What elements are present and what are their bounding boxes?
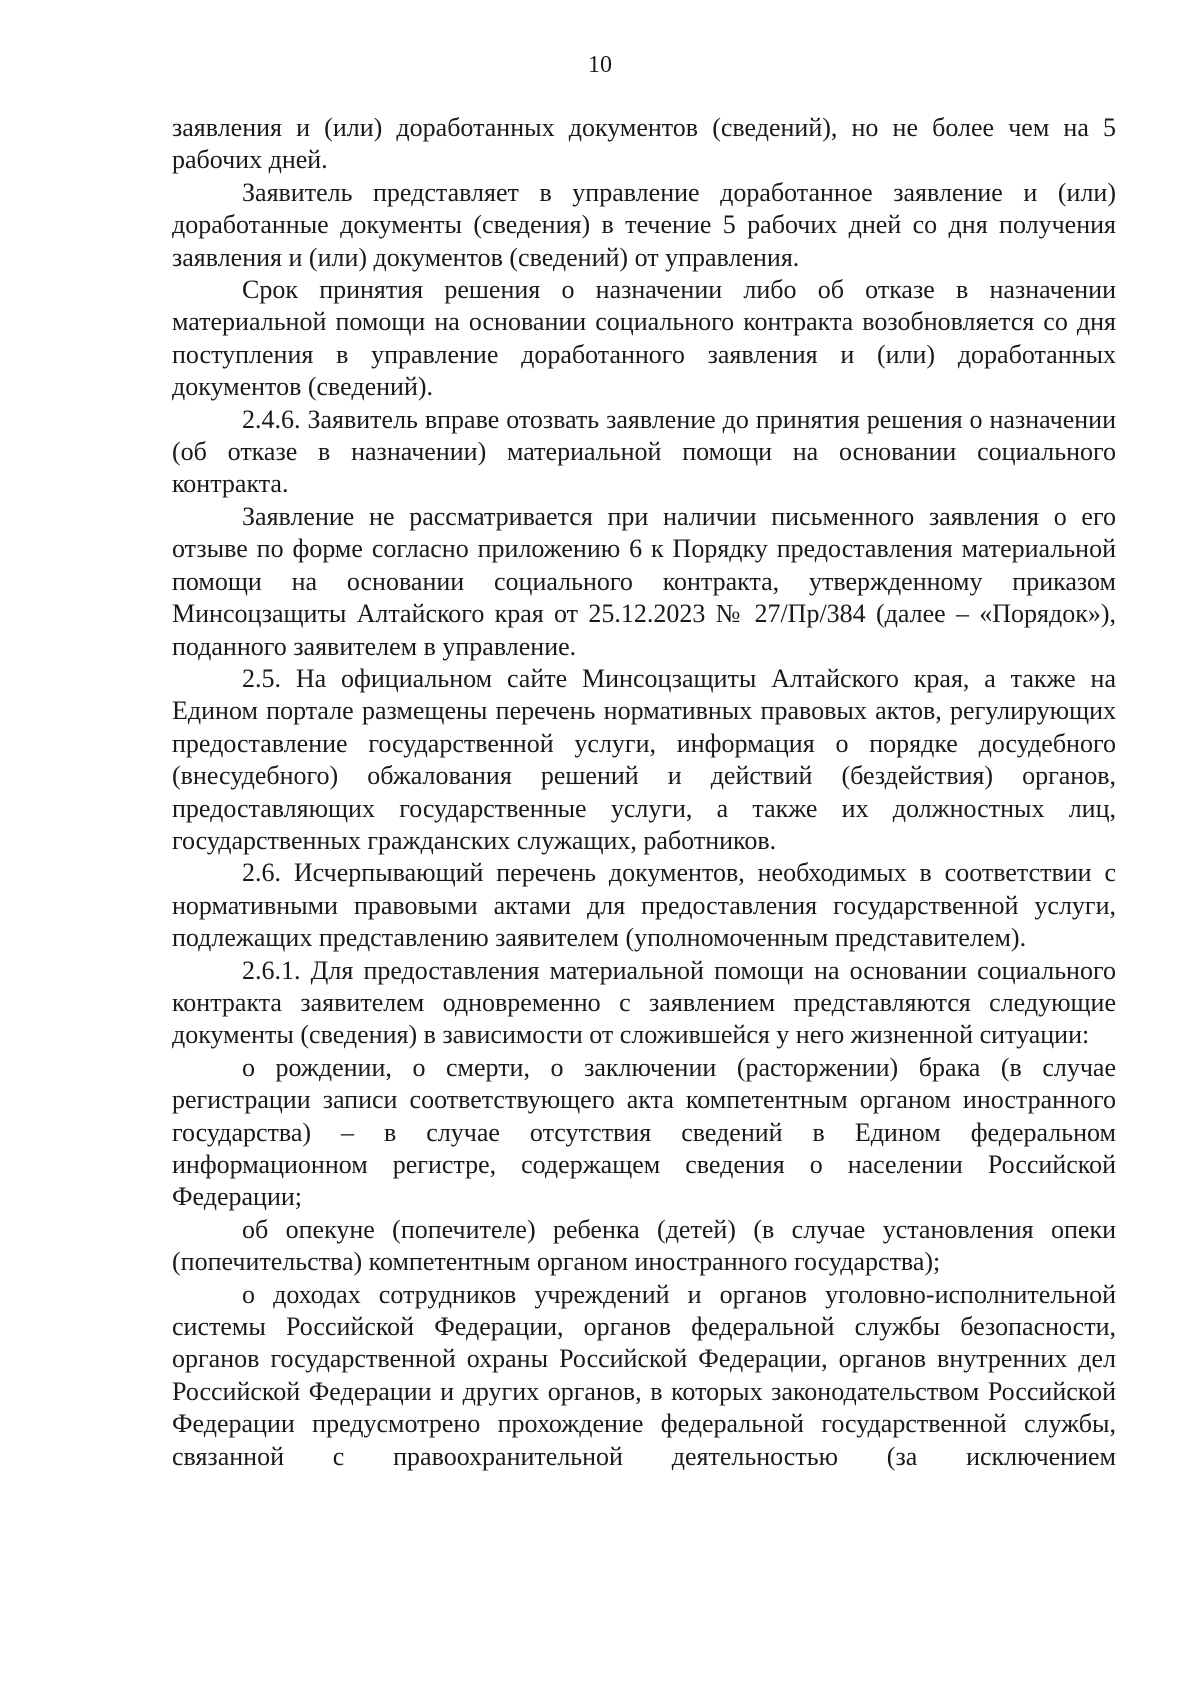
paragraph-2-4-6: 2.4.6. Заявитель вправе отозвать заявление до принятия решения о назначении (об отказе в назначении) материальной помощи на основании социального контракта. [172, 404, 1116, 499]
paragraph-withdrawal: Заявление не рассматривается при наличии письменного заявления о его отзыве по форме согласно приложению 6 к Порядку предоставления материальной помощи на основании социального контракта, утвержденному приказом Минсоцзащиты Алтайского края от 25.12.2023 № 27/Пр/384 (далее – «Порядок»), поданного заявителем в управление. [172, 501, 1116, 661]
paragraph-2-6: 2.6. Исчерпывающий перечень документов, необходимых в соответствии с нормативными правовыми актами для предоставления государственной услуги, подлежащих представлению заявителем (уполномоченным представителем). [172, 858, 1116, 953]
paragraph-guardian: об опекуне (попечителе) ребенка (детей) (в случае установления опеки (попечительства) компетентным органом иностранного государства); [172, 1214, 1116, 1277]
paragraph-continuation: заявления и (или) доработанных документов (сведений), но не более чем на 5 рабочих дней. [172, 113, 1116, 175]
page-number: 10 [588, 52, 612, 78]
document-body [172, 112, 1116, 1473]
paragraph-applicant-submits: Заявитель представляет в управление доработанное заявление и (или) доработанные документы (сведения) в течение 5 рабочих дней со дня получения заявления и (или) документов (сведений) от управления. [172, 177, 1116, 272]
paragraph-income-officers: о доходах сотрудников учреждений и органов уголовно-исполнительной системы Российской Федерации, органов федеральной службы безопасности, органов государственной охраны Российской Федерации, органов внутренних дел Российской Федерации и других органов, в которых законодательством Российской Федерации предусмотрено прохождение федеральной государственной службы, связанной с правоохранительной деятельностью (за исключением [172, 1279, 1116, 1471]
paragraph-decision-term: Срок принятия решения о назначении либо об отказе в назначении материальной помощи на основании социального контракта возобновляется со дня поступления в управление доработанного заявления и (или) доработанных документов (сведений). [172, 275, 1116, 402]
paragraph-civil-records: о рождении, о смерти, о заключении (расторжении) брака (в случае регистрации записи соответствующего акта компетентным органом иностранного государства) – в случае отсутствия сведений в Едином федеральном информационном регистре, содержащем сведения о населении Российской Федерации; [172, 1052, 1116, 1212]
paragraph-2-6-1: 2.6.1. Для предоставления материальной помощи на основании социального контракта заявителем одновременно с заявлением представляются следующие документы (сведения) в зависимости от сложившейся у него жизненной ситуации: [172, 955, 1116, 1050]
paragraph-2-5: 2.5. На официальном сайте Минсоцзащиты Алтайского края, а также на Едином портале размещены перечень нормативных правовых актов, регулирующих предоставление государственной услуги, информация о порядке досудебного (внесудебного) обжалования решений и действий (бездействия) органов, предоставляющих государственные услуги, а также их должностных лиц, государственных гражданских служащих, работников. [172, 663, 1116, 855]
